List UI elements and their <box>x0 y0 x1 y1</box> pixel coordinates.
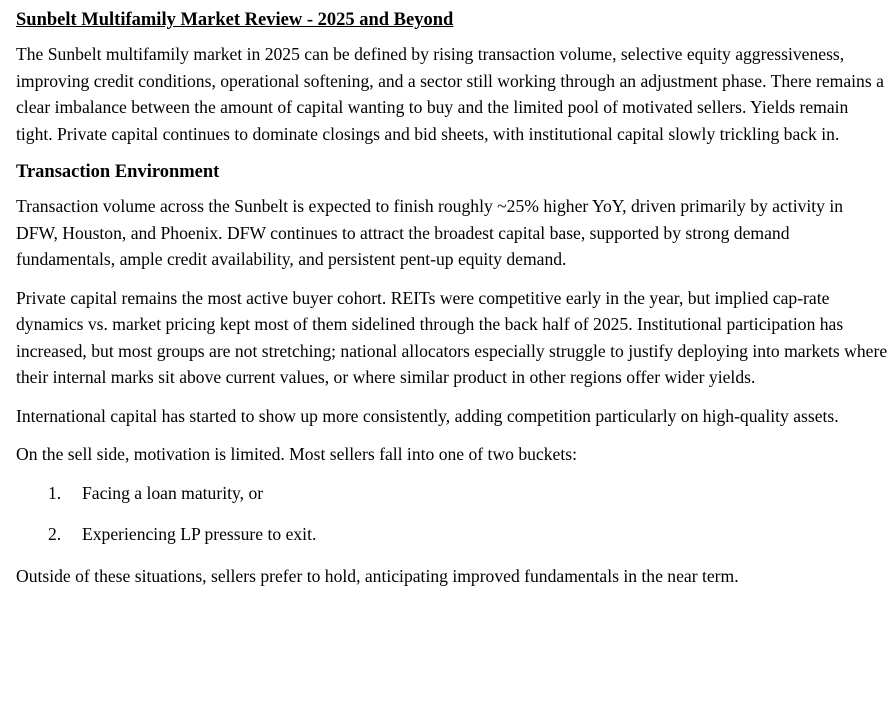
list-item-text: Facing a loan maturity, or <box>82 482 264 503</box>
list-item <box>16 480 888 507</box>
paragraph-private-capital: Private capital remains the most active buyer cohort. REITs were competitive early in the year, but implied cap-rate dynamics vs. market pricing kept most of them sidelined through the back half of 2025. Institutional participation has increased, but most groups are not stretching; national allocators especially struggle to justify deploying into markets where their internal marks sit above current values, or where similar product in other regions offer wider yields. <box>16 287 888 387</box>
section-heading-transaction-environment: Transaction Environment <box>16 162 220 182</box>
intro-paragraph: The Sunbelt multifamily market in 2025 can be defined by rising transaction volume, selective equity aggressiveness, improving credit conditions, operational softening, and a sector still working through an adjustment phase. There remains a clear imbalance between the amount of capital wanting to buy and the limited pool of motivated sellers. Yields remain tight. Private capital continues to dominate closings and bid sheets, with institutional capital slowly trickling back in. <box>16 44 884 144</box>
list-item-text: Experiencing LP pressure to exit. <box>82 524 317 544</box>
paragraph-international-capital: International capital has started to show up more consistently, adding competition particularly on high-quality assets. <box>16 405 839 426</box>
paragraph-transaction-volume: Transaction volume across the Sunbelt is expected to finish roughly ~25% higher YoY, driven primarily by activity in DFW, Houston, and Phoenix. DFW continues to attract the broadest capital base, supported by strong demand fundamentals, ample credit availability, and persistent pent-up equity demand. <box>16 196 844 269</box>
paragraph-sell-side: On the sell side, motivation is limited. Most sellers fall into one of two buckets: <box>16 444 577 464</box>
list-item-number: 2. <box>48 524 62 544</box>
document-title: Sunbelt Multifamily Market Review - 2025 and Beyond <box>16 10 454 30</box>
list-item <box>16 521 888 548</box>
list-item-number: 1. <box>48 482 62 503</box>
document-body <box>16 7 888 601</box>
seller-buckets-list <box>16 480 888 548</box>
closing-paragraph: Outside of these situations, sellers prefer to hold, anticipating improved fundamentals in the near term. <box>16 565 739 586</box>
